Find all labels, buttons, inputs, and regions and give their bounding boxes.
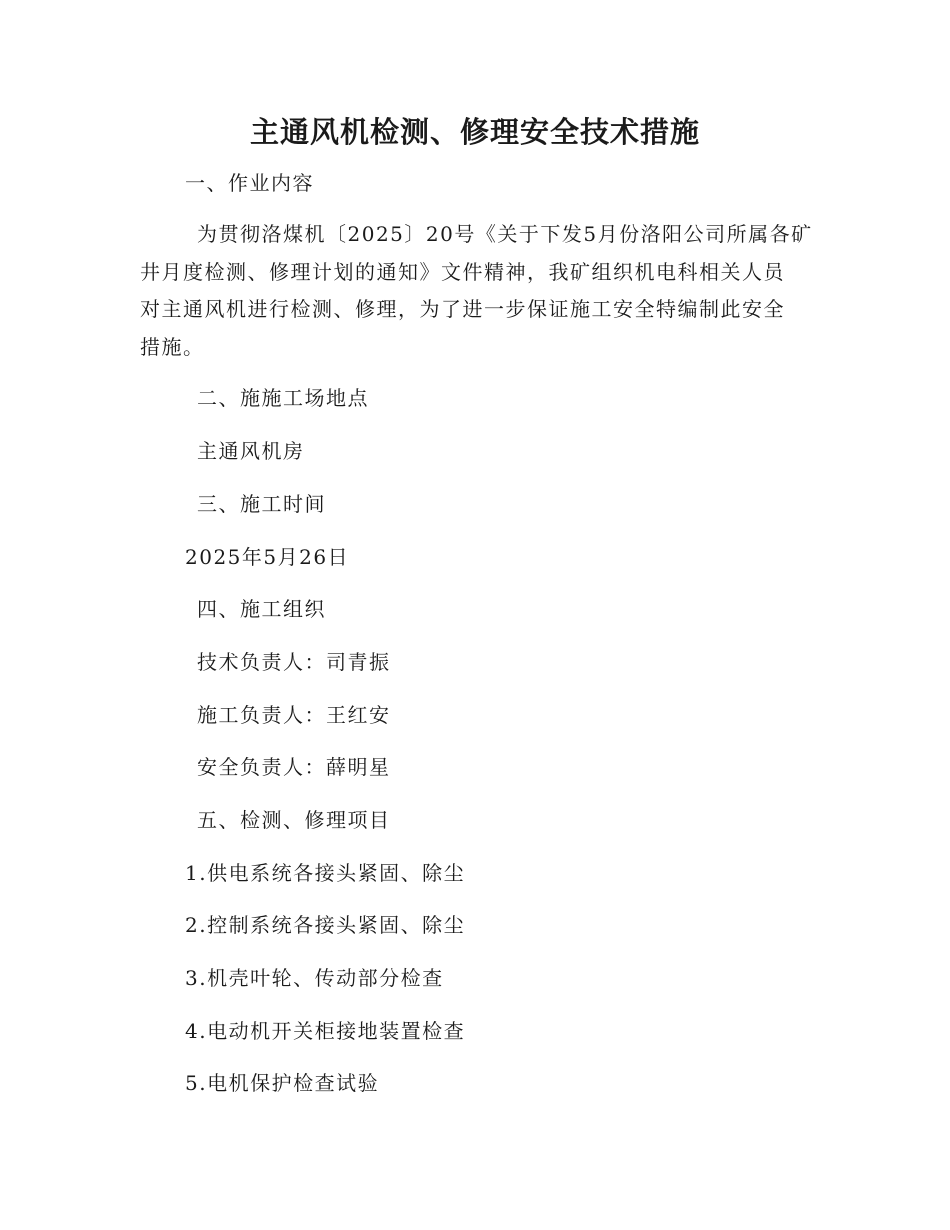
work-content-paragraph <box>140 216 812 366</box>
list-item: 1.供电系统各接头紧固、除尘 <box>185 861 466 885</box>
location-content: 主通风机房 <box>197 439 305 463</box>
section-heading-location: 二、施施工场地点 <box>197 386 369 410</box>
construction-lead: 施工负责人：王红安 <box>197 703 391 727</box>
list-item: 2.控制系统各接头紧固、除尘 <box>185 913 466 937</box>
paragraph-line: 为贯彻洛煤机〔2025〕20号《关于下发5月份洛阳公司所属各矿 <box>197 222 813 246</box>
section-heading-time: 三、施工时间 <box>197 492 326 516</box>
paragraph-line: 井月度检测、修理计划的通知》文件精神，我矿组织机电科相关人员 <box>140 259 785 284</box>
time-content: 2025年5月26日 <box>185 545 350 569</box>
safety-lead: 安全负责人：薛明星 <box>197 755 391 779</box>
paragraph-line: 对主通风机进行检测、修理，为了进一步保证施工安全特编制此安全 <box>140 297 785 321</box>
section-heading-work-content: 一、作业内容 <box>185 171 314 195</box>
document-title: 主通风机检测、修理安全技术措施 <box>249 115 700 149</box>
paragraph-line: 措施。 <box>140 334 205 359</box>
list-item: 3.机壳叶轮、传动部分检查 <box>185 966 444 990</box>
technical-lead: 技术负责人：司青振 <box>197 650 391 674</box>
list-item: 4.电动机开关柜接地装置检查 <box>185 1019 466 1043</box>
section-heading-organization: 四、施工组织 <box>197 597 326 621</box>
section-heading-items: 五、检测、修理项目 <box>197 808 391 832</box>
list-item: 5.电机保护检查试验 <box>185 1071 380 1095</box>
